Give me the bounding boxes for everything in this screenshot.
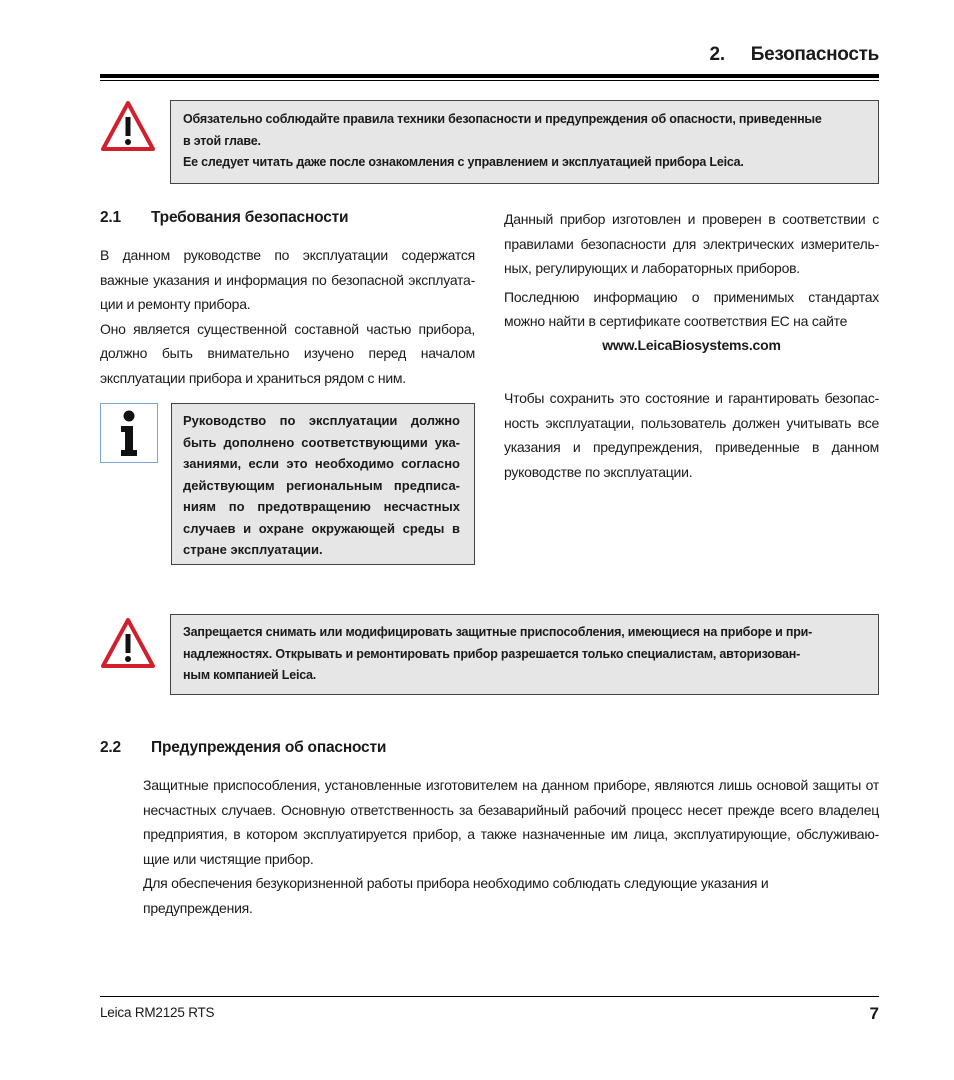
- section-number: 2.2: [100, 739, 121, 756]
- chapter-heading: [710, 44, 879, 66]
- warning-middle-line: Запрещается снимать или модифицировать защитные приспособления, имеющиеся на приборе и при-: [183, 625, 813, 639]
- info-note-box: [171, 403, 475, 565]
- paragraph: Чтобы сохранить это состояние и гарантировать безопас-ность эксплуатации, пользователь должен учитывать все указания и предупреждения, приведенные в данном руководстве по эксплуатации.: [504, 390, 879, 480]
- warning-triangle-icon: [100, 100, 156, 152]
- header-rule-thin: [100, 80, 879, 81]
- warning-triangle-icon: [100, 617, 156, 669]
- section-title: Предупреждения об опасности: [151, 739, 387, 756]
- warning-middle-box: [170, 614, 879, 695]
- section-heading-2-1: [100, 209, 348, 227]
- section-heading-2-2: [100, 739, 386, 757]
- warning-top-line: в этой главе.: [183, 133, 261, 148]
- paragraph: Защитные приспособления, установленные изготовителем на данном приборе, являются лишь основой защиты от несчастных случаев. Основную ответственность за безаварийный рабочий процесс несет прежде всего владелец предприятия, в котором эксплуатируется прибор, а также назначенные им лица, эксплуатирующие, обслуживаю-щие или чистящие прибор.: [143, 777, 879, 867]
- section-2-2-body: [143, 773, 879, 920]
- chapter-number: 2.: [709, 44, 725, 65]
- paragraph: Последнюю информацию о применимых стандартах можно найти в сертификате соответствия ЕС на сайте: [504, 288, 879, 329]
- warning-middle-line: ным компанией Leica.: [183, 668, 317, 682]
- warning-top-line: Ее следует читать даже после ознакомления с управлением и эксплуатацией прибора Leica.: [183, 155, 744, 169]
- page-number: 7: [869, 1004, 879, 1023]
- paragraph: Данный прибор изготовлен и проверен в соответствии с правилами безопасности для электрических измеритель-ных, регулирующих и лабораторных приборов.: [504, 211, 879, 276]
- footer-product: Leica RM2125 RTS: [100, 1005, 215, 1020]
- section-number: 2.1: [100, 209, 121, 226]
- info-note-text: Руководство по эксплуатации должно быть дополнено соответствующими ука-заниями, если это необходимо согласно действующим региональным предписа-ниям по предотвращению несчастных случаев и охране окружающей среды в стране эксплуатации.: [183, 413, 460, 557]
- warning-middle-line: надлежностях. Открывать и ремонтировать прибор разрешается только специалистам, авторизован-: [183, 646, 801, 661]
- warning-top-line: Обязательно соблюдайте правила техники безопасности и предупреждения об опасности, приведенные: [183, 112, 822, 126]
- right-column-text: [504, 207, 879, 334]
- right-column-text-2: [504, 386, 879, 484]
- website-link[interactable]: www.LeicaBiosystems.com: [602, 337, 781, 353]
- header-rule-thick: [100, 74, 879, 78]
- section-2-1-body: [100, 243, 475, 390]
- chapter-title: Безопасность: [750, 44, 879, 65]
- paragraph: В данном руководстве по эксплуатации содержатся важные указания и информация по безопасной эксплуата-ции и ремонту прибора.: [100, 247, 475, 312]
- footer-rule: [100, 996, 879, 997]
- info-icon: [100, 403, 158, 463]
- paragraph: Оно является существенной составной частью прибора, должно быть внимательно изучено перед началом эксплуатации прибора и храниться рядом с ним.: [100, 320, 475, 386]
- warning-top-box: [170, 100, 879, 184]
- paragraph: Для обеспечения безукоризненной работы прибора необходимо соблюдать следующие указания и предупреждения.: [143, 875, 769, 916]
- section-title: Требования безопасности: [151, 209, 349, 226]
